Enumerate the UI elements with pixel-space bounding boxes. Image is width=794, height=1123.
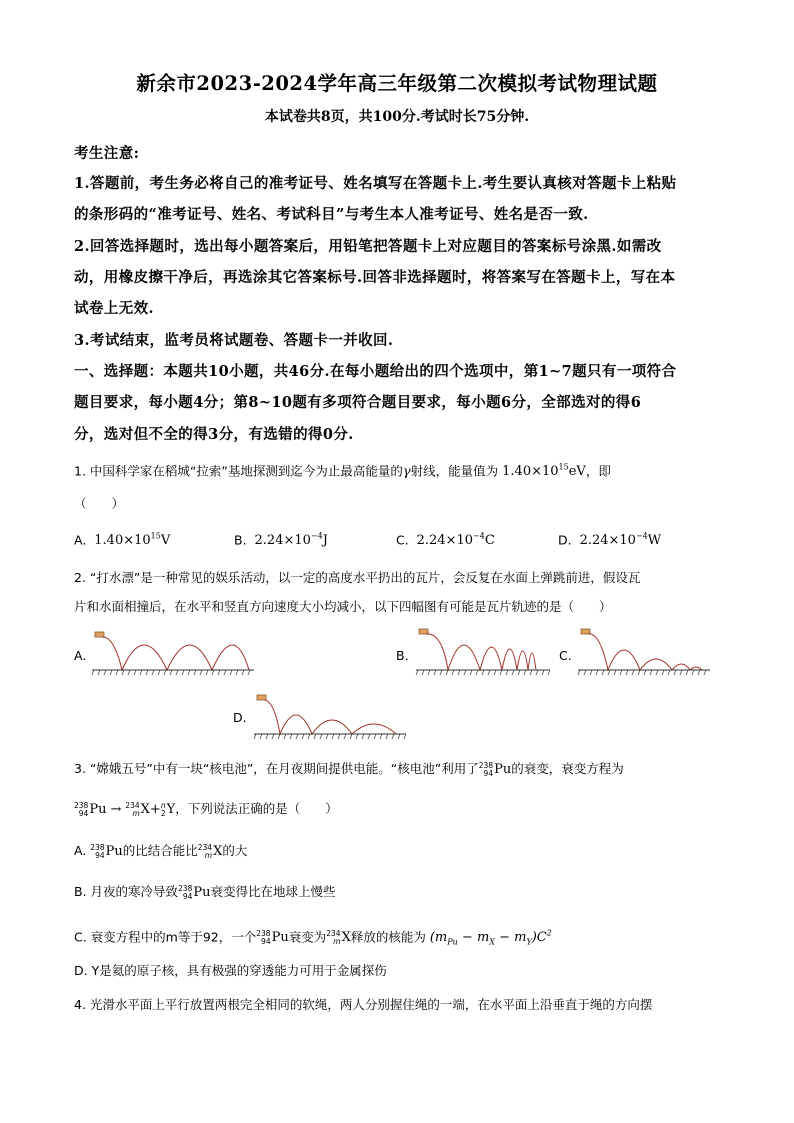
ground-hatch — [92, 670, 250, 675]
notice-line-5: 试卷上无效. — [74, 300, 154, 317]
q1-stem: 1. 中国科学家在稻城“拉索”基地探测到迄今为止最高能量的γ射线，能量值为 $1.40\times 10^{15}eV$，即 — [74, 463, 611, 480]
q4-line-1: 4. 光滑水平面上平行放置两根完全相同的软绳，两人分别握住绳的一端，在水平面上沿垂直于绳的方向摆 — [74, 997, 653, 1012]
q2-figure-d — [254, 692, 410, 742]
q2-label-c[interactable]: C. — [559, 648, 572, 663]
q3-option-a[interactable]: A. 238 94 Pu的比结合能比 234 m X的大 — [74, 842, 248, 860]
trajectory-d — [264, 700, 396, 734]
q3-equation-line: 238 94 Pu → 234 m X+ n 2 Y，下列说法正确的是（ ） — [74, 800, 338, 818]
exam-title: 新余市2023-2024学年高三年级第二次模拟考试物理试题 — [136, 72, 658, 95]
x-nuclide: 234 m X — [125, 800, 150, 818]
trajectory-c — [588, 634, 702, 670]
ground-hatch — [578, 670, 706, 675]
q1-option-a[interactable]: A. $1.40\times 10^{15}V$ — [74, 532, 171, 549]
q2-label-a[interactable]: A. — [74, 648, 87, 663]
tile-icon — [95, 632, 104, 637]
q2-label-b[interactable]: B. — [396, 648, 409, 663]
binding-energy-formula: $(m_{Pu} - m_X - m_Y)C^2$ — [429, 929, 552, 947]
ground-hatch — [254, 734, 406, 739]
pu-nuclide: 238 94 Pu — [74, 800, 107, 818]
q2-figure-c — [578, 626, 712, 678]
q2-line-1: 2. “打水漂”是一种常见的娱乐活动，以一定的高度水平扔出的瓦片，会反复在水面上弹跳前进，假设瓦 — [74, 570, 641, 585]
tile-icon — [257, 695, 266, 700]
y-nuclide: n 2 Y — [160, 800, 176, 818]
notice-line-2: 的条形码的“准考证号、姓名、考试科目”与考生本人准考证号、姓名是否一致. — [74, 206, 589, 223]
q2-label-d[interactable]: D. — [233, 710, 247, 725]
q3-option-c[interactable]: C. 衰变方程中的m等于92，一个 238 94 Pu衰变为 234 m X释放的核能为 $(m_{Pu} - m_X - m_Y)C^2$ — [74, 928, 552, 947]
section1-line-3: 分，选对但不全的得3分，有选错的得0分. — [74, 426, 354, 443]
q1-paren: （ ） — [74, 496, 125, 511]
q2-line-2: 片和水面相撞后，在水平和竖直方向速度大小均减小，以下四幅图有可能是瓦片轨迹的是（ ） — [74, 599, 612, 614]
notice-line-1: 1.答题前，考生务必将自己的准考证号、姓名填写在答题卡上.考生要认真核对答题卡上粘贴 — [74, 175, 677, 192]
q3-line-1: 3. “嫦娥五号”中有一块“核电池”，在月夜期间提供电能。“核电池”利用了 238 94 Pu的衰变，衰变方程为 — [74, 760, 624, 778]
q2-figure-b — [416, 626, 552, 678]
exam-subtitle: 本试卷共8页，共100分.考试时长75分钟. — [264, 109, 530, 125]
q3-option-b[interactable]: B. 月夜的寒冷导致 238 94 Pu衰变得比在地球上慢些 — [74, 883, 336, 901]
q1-option-c[interactable]: C. $2.24\times 10^{-4}C$ — [396, 532, 495, 549]
notice-line-6: 3.考试结束，监考员将试题卷、答题卡一并收回. — [74, 332, 394, 349]
tile-icon — [419, 629, 428, 634]
trajectory-a — [102, 637, 249, 670]
q1-option-d[interactable]: D. $2.24\times 10^{-4}W$ — [558, 532, 662, 549]
q3-option-d[interactable]: D. Y是氦的原子核，具有极强的穿透能力可用于金属探伤 — [74, 963, 387, 978]
pu-nuclide: 238 94 Pu — [478, 760, 512, 778]
trajectory-b — [426, 634, 536, 670]
notice-heading: 考生注意: — [74, 145, 140, 162]
q2-figure-a — [92, 628, 262, 678]
ground-hatch — [416, 670, 550, 675]
section1-line-1: 一、选择题：本题共10小题，共46分.在每小题给出的四个选项中，第1~7题只有一项符合 — [74, 363, 677, 380]
q1-option-b[interactable]: B. $2.24\times 10^{-4}J$ — [234, 532, 328, 549]
notice-line-3: 2.回答选择题时，选出每小题答案后，用铅笔把答题卡上对应题目的答案标号涂黑.如需改 — [74, 238, 662, 255]
tile-icon — [581, 629, 590, 634]
section1-line-2: 题目要求，每小题4分；第8~10题有多项符合题目要求，每小题6分，全部选对的得6 — [74, 394, 642, 411]
notice-line-4: 动，用橡皮擦干净后，再选涂其它答案标号.回答非选择题时，将答案写在答题卡上，写在本 — [74, 269, 676, 286]
